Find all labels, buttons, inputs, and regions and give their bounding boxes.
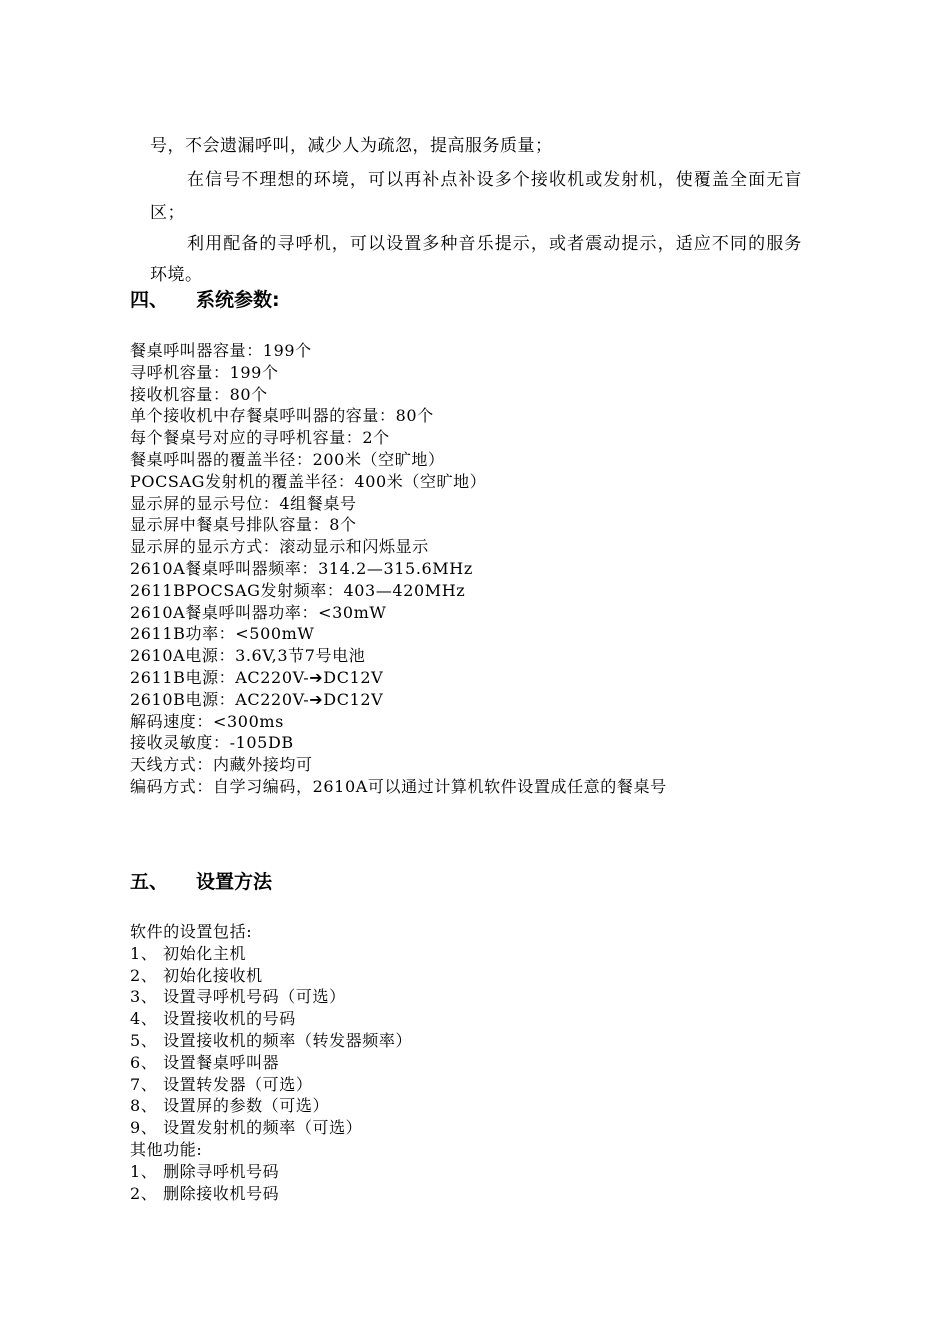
intro-line-4: 利用配备的寻呼机，可以设置多种音乐提示，或者震动提示，适应不同的服务 [187, 234, 803, 254]
setup-item: 1、 删除寻呼机号码 [130, 1161, 280, 1181]
param-item: 2610A餐桌呼叫器功率：<30mW [130, 602, 387, 622]
param-item: 2610A餐桌呼叫器频率：314.2—315.6MHz [130, 558, 473, 578]
param-item: 接收灵敏度：-105DB [130, 733, 294, 753]
setup-item: 6、 设置餐桌呼叫器 [130, 1052, 280, 1072]
param-item: 天线方式：内藏外接均可 [130, 755, 313, 775]
section-5-number: 五、 [130, 871, 169, 893]
param-item: 解码速度：<300ms [130, 711, 284, 731]
section-4-number: 四、 [130, 289, 169, 311]
param-item: 2611B电源：AC220V-➔DC12V [130, 667, 384, 687]
setup-item: 其他功能: [130, 1139, 203, 1159]
intro-line-2: 在信号不理想的环境，可以再补点补设多个接收机或发射机，使覆盖全面无盲 [187, 170, 803, 190]
setup-item: 7、 设置转发器（可选） [130, 1074, 313, 1094]
param-item: 2611B功率：<500mW [130, 624, 315, 644]
param-item: 2611BPOCSAG发射频率：403—420MHz [130, 580, 466, 600]
section-4-heading [130, 288, 280, 312]
param-item: POCSAG发射机的覆盖半径：400米（空旷地） [130, 471, 487, 491]
setup-methods-list [130, 921, 412, 1204]
param-item: 单个接收机中存餐桌呼叫器的容量：80个 [130, 406, 434, 426]
param-item: 2610B电源：AC220V-➔DC12V [130, 689, 384, 709]
setup-item: 9、 设置发射机的频率（可选） [130, 1118, 363, 1138]
param-item: 显示屏中餐桌号排队容量：8个 [130, 515, 357, 535]
param-item: 餐桌呼叫器容量：199个 [130, 341, 312, 360]
setup-item: 2、 删除接收机号码 [130, 1183, 280, 1203]
param-item: 显示屏的显示方式：滚动显示和闪烁显示 [130, 537, 429, 557]
section-5-title: 设置方法 [196, 871, 273, 893]
section-5-heading [130, 870, 272, 894]
setup-item: 5、 设置接收机的频率（转发器频率） [130, 1030, 413, 1050]
setup-item: 1、 初始化主机 [130, 943, 247, 963]
param-item: 显示屏的显示号位：4组餐桌号 [130, 493, 357, 513]
param-item: 餐桌呼叫器的覆盖半径：200米（空旷地） [130, 449, 445, 469]
param-item: 编码方式：自学习编码，2610A可以通过计算机软件设置成任意的餐桌号 [130, 776, 667, 796]
setup-item: 8、 设置屏的参数（可选） [130, 1096, 330, 1116]
intro-line-5: 环境。 [150, 265, 203, 285]
param-item: 接收机容量：80个 [130, 384, 268, 404]
setup-item: 2、 初始化接收机 [130, 965, 263, 985]
section-4-title: 系统参数: [196, 289, 280, 311]
system-params-list [130, 340, 667, 798]
setup-item: 4、 设置接收机的号码 [130, 1009, 296, 1029]
intro-line-3: 区； [150, 203, 185, 223]
setup-item: 3、 设置寻呼机号码（可选） [130, 987, 346, 1007]
intro-line-1: 号，不会遗漏呼叫，减少人为疏忽，提高服务质量； [150, 136, 553, 156]
param-item: 2610A电源：3.6V,3节7号电池 [130, 646, 366, 666]
param-item: 寻呼机容量：199个 [130, 362, 279, 382]
setup-item: 软件的设置包括: [130, 922, 253, 941]
param-item: 每个餐桌号对应的寻呼机容量：2个 [130, 428, 390, 448]
